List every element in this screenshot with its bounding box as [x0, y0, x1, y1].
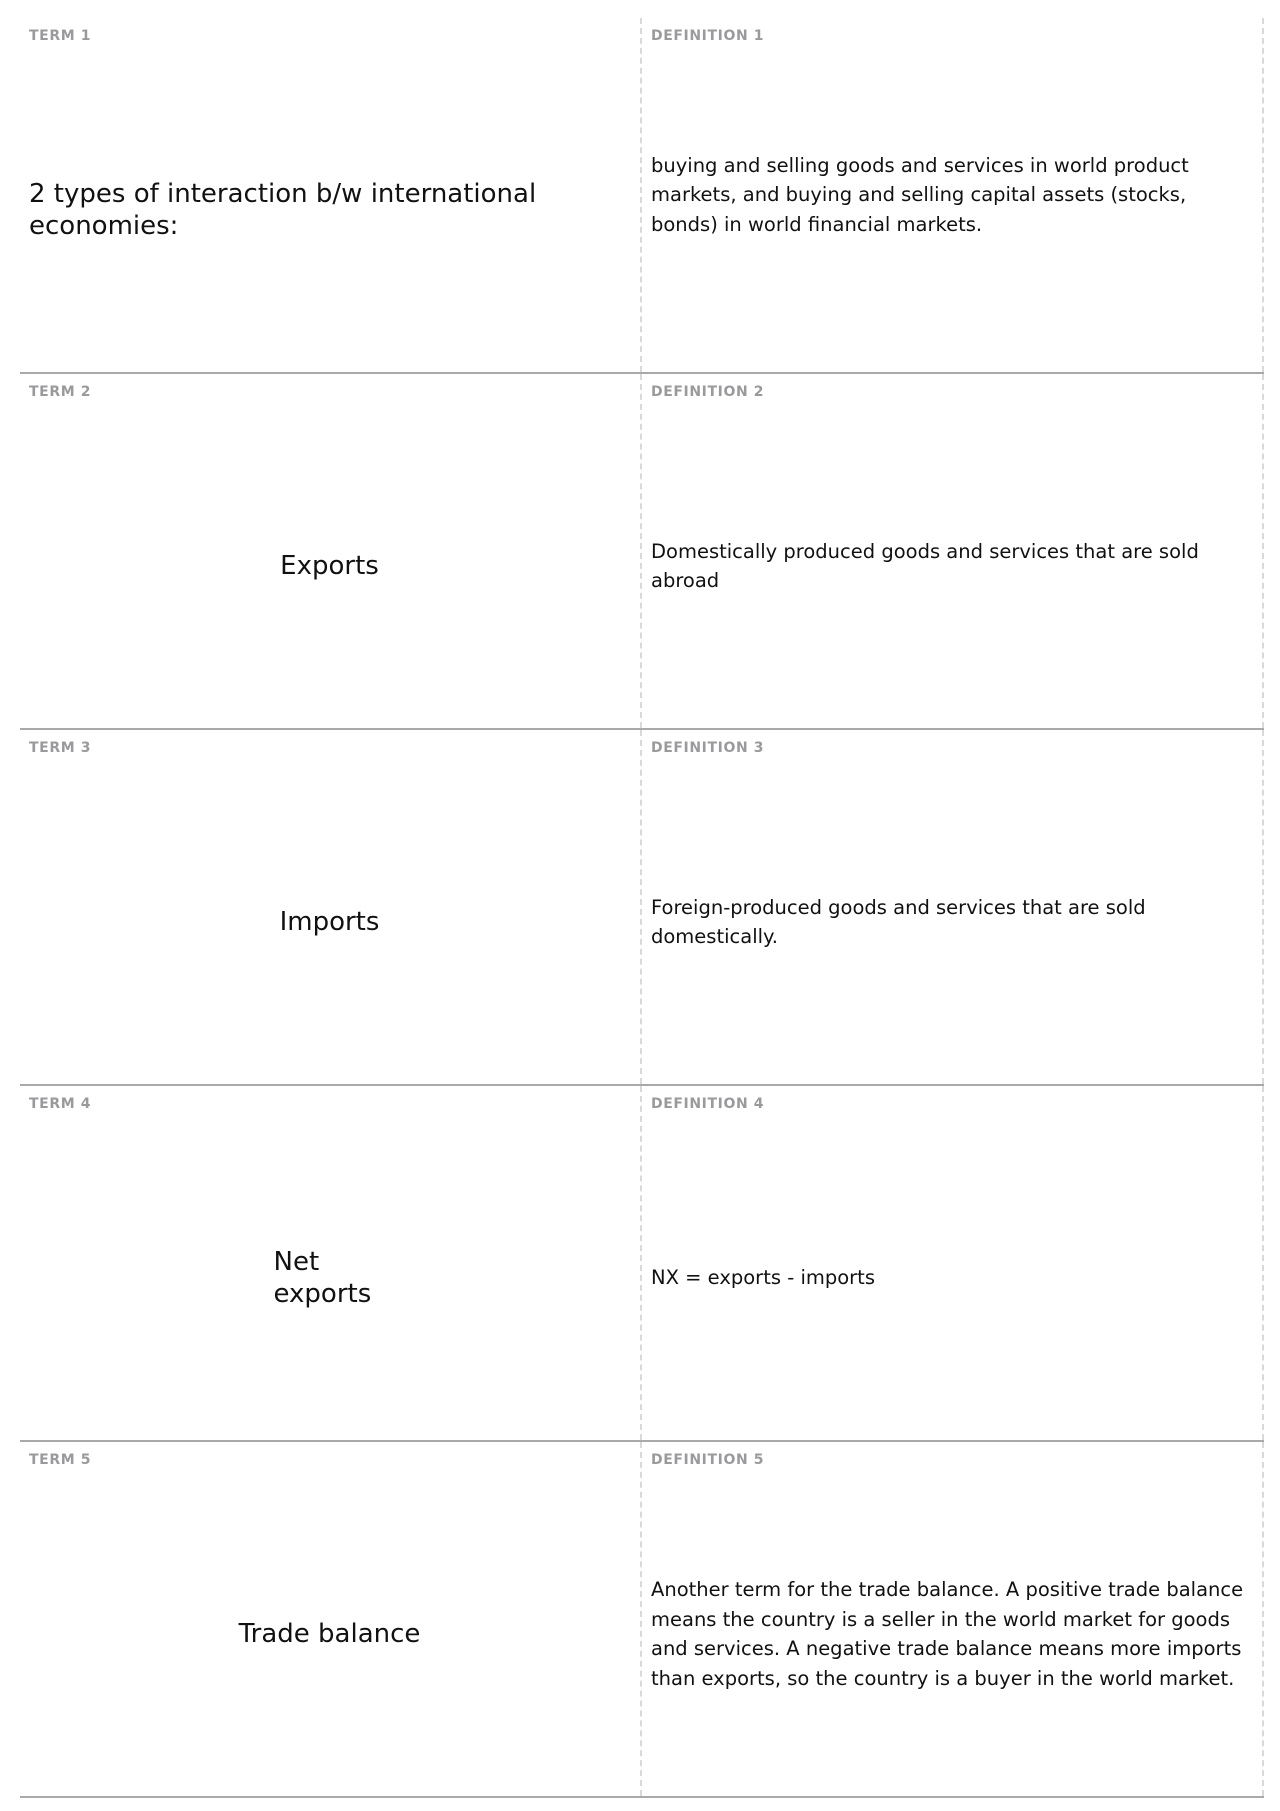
definition-text: Another term for the trade balance. A positive trade balance means the country is a seller in the world market for goods and services. A negative trade balance means more imports than exports, so the country is a buyer in the world market. [651, 1578, 1244, 1690]
definition-label: DEFINITION 3 [651, 740, 765, 756]
term-cell-1 [20, 18, 642, 372]
term-body [29, 770, 630, 1074]
term-label: TERM 5 [29, 1452, 92, 1468]
definition-label: DEFINITION 1 [651, 28, 765, 44]
definition-text: Foreign-produced goods and services that are sold domestically. [651, 895, 1146, 948]
definition-body [651, 28, 1244, 362]
flashcard-row-5 [20, 1442, 1264, 1798]
term-text: 2 types of interaction b/w international economies: [29, 179, 537, 241]
flashcard-row-3 [20, 730, 1264, 1086]
definition-text: buying and selling goods and services in world product markets, and buying and selling capital assets (stocks, bonds) in world financial markets. [651, 153, 1189, 236]
flashcard-row-2 [20, 374, 1264, 730]
definition-body [651, 1126, 1244, 1430]
definition-body [651, 414, 1244, 718]
definition-label: DEFINITION 4 [651, 1096, 765, 1112]
definition-label: DEFINITION 5 [651, 1452, 765, 1468]
definition-text: NX = exports - imports [651, 1266, 875, 1290]
term-cell-5 [20, 1442, 642, 1796]
term-label: TERM 1 [29, 28, 92, 44]
flashcard-row-1 [20, 18, 1264, 374]
term-text: Net exports [273, 1247, 372, 1309]
term-cell-3 [20, 730, 642, 1084]
definition-cell-1 [642, 18, 1264, 372]
term-text: Exports [280, 551, 379, 581]
term-label: TERM 2 [29, 384, 92, 400]
term-label: TERM 3 [29, 740, 92, 756]
definition-text: Domestically produced goods and services that are sold abroad [651, 539, 1199, 592]
flashcard-sheet [20, 18, 1264, 1798]
term-label: TERM 4 [29, 1096, 92, 1112]
definition-body [651, 770, 1244, 1074]
term-body [29, 58, 630, 362]
term-body [29, 414, 630, 718]
flashcard-row-4 [20, 1086, 1264, 1442]
definition-cell-2 [642, 374, 1264, 728]
term-body [29, 1126, 630, 1430]
definition-cell-4 [642, 1086, 1264, 1440]
definition-body [651, 1482, 1244, 1786]
term-text: Imports [279, 907, 380, 937]
definition-cell-3 [642, 730, 1264, 1084]
term-cell-2 [20, 374, 642, 728]
term-body [29, 1482, 630, 1786]
term-text: Trade balance [238, 1619, 421, 1649]
term-cell-4 [20, 1086, 642, 1440]
definition-label: DEFINITION 2 [651, 384, 765, 400]
definition-cell-5 [642, 1442, 1264, 1796]
